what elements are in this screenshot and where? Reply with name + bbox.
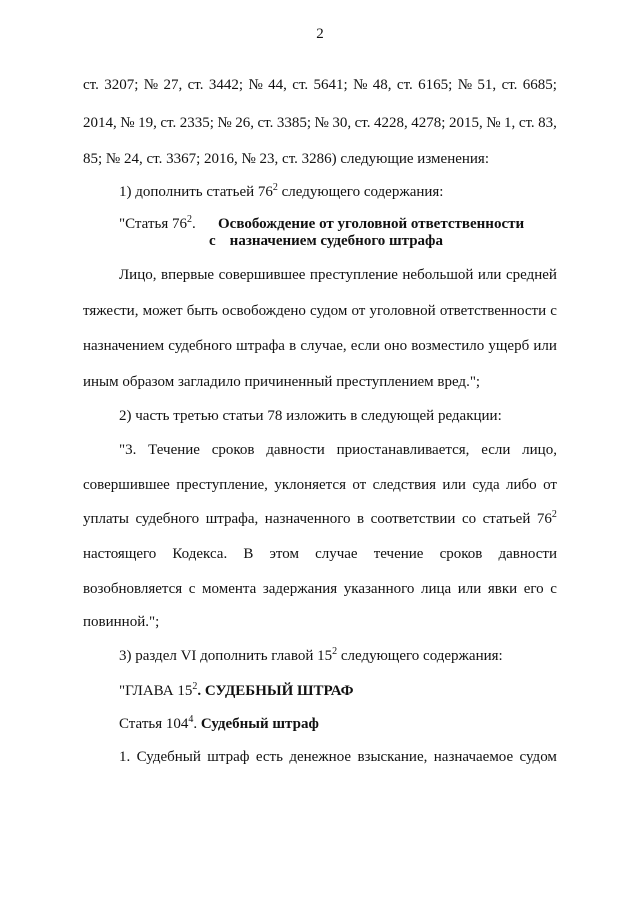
article-76-2-title-line-1: Освобождение от уголовной ответственности	[218, 216, 525, 232]
article-76-2-title-line-2	[209, 233, 443, 250]
word: может	[142, 303, 183, 319]
word: сроков	[439, 546, 483, 562]
word: №	[248, 77, 263, 93]
word: уголовной	[369, 303, 436, 319]
item-3	[119, 648, 503, 665]
word: этом	[269, 546, 299, 562]
text-line-3: 85; № 24, ст. 3367; 2016, № 23, ст. 3286) следующие изменения:	[83, 151, 489, 167]
article-104-label: Статья 104	[119, 716, 189, 732]
word: уклоняется	[274, 477, 346, 493]
word: или	[442, 477, 466, 493]
word: ст.	[518, 115, 535, 131]
item-3-text: 3) раздел VI дополнить главой 15	[119, 648, 333, 664]
word: 51,	[477, 77, 497, 93]
article-104-sup: 4	[188, 714, 194, 725]
item-1-text: 1) дополнить статьей 76	[119, 184, 273, 200]
item-1-text-end: следующего содержания:	[277, 184, 444, 200]
word: в	[357, 511, 365, 527]
word: давности	[498, 546, 557, 562]
word: оно	[384, 338, 408, 354]
word: совершившее	[83, 477, 170, 493]
word: соответствии	[370, 511, 456, 527]
word: №	[120, 115, 135, 131]
item-1	[119, 184, 443, 201]
word: настоящего	[83, 546, 157, 562]
word: случае	[315, 546, 358, 562]
word: 83,	[538, 115, 557, 131]
word: преступление	[309, 267, 398, 283]
text-line-1	[83, 77, 557, 94]
word: течение	[373, 546, 424, 562]
word: судебного	[168, 338, 232, 354]
article-body-line-4: иным образом загладило причиненный преступлением вред.";	[83, 374, 481, 390]
word: 2015,	[448, 115, 483, 131]
word: 3442;	[208, 77, 244, 93]
word: момента	[202, 581, 257, 597]
word: 4278;	[411, 115, 446, 131]
word: или	[457, 581, 482, 597]
chapter-heading-sup: 2	[192, 681, 198, 692]
title-line-2-b: назначением судебного штрафа	[229, 233, 443, 249]
quote-line-3	[83, 511, 557, 528]
word: взыскание,	[357, 749, 428, 765]
word: Течение	[148, 442, 200, 458]
word: судом	[519, 749, 557, 765]
word: с	[550, 581, 557, 597]
word: №	[353, 77, 368, 93]
word: ст.	[292, 77, 309, 93]
word: с	[188, 581, 196, 597]
word: статьей	[482, 511, 531, 527]
word: 44,	[268, 77, 287, 93]
word: 1.	[119, 749, 131, 765]
word: №	[486, 115, 501, 131]
word: ст.	[354, 115, 371, 131]
word: 5641;	[313, 77, 348, 93]
item-3-sup: 2	[332, 646, 338, 657]
word: №	[143, 77, 159, 93]
word: преступление,	[176, 477, 268, 493]
word: 27,	[163, 77, 183, 93]
word: его	[523, 581, 544, 597]
article-76-2-label	[119, 216, 196, 233]
word: денежное	[289, 749, 352, 765]
article-label-dot: .	[191, 216, 196, 232]
word: либо	[506, 477, 537, 493]
word: или	[533, 338, 557, 354]
word: с	[550, 303, 557, 319]
word: судебного	[135, 511, 200, 527]
word: задержания	[262, 581, 338, 597]
word: №	[314, 115, 329, 131]
word: 1,	[504, 115, 516, 131]
word: лица	[420, 581, 452, 597]
item-1-sup: 2	[272, 182, 278, 193]
word: 2335;	[179, 115, 214, 131]
item-3-text-end: следующего содержания:	[337, 648, 503, 664]
word: ст.	[501, 77, 518, 93]
word: ст.	[187, 77, 204, 93]
word: №	[217, 115, 232, 131]
word: "3.	[119, 442, 137, 458]
word: возобновляется	[83, 581, 183, 597]
word-with-sup	[537, 511, 557, 528]
word: или	[477, 267, 502, 283]
article-label-text: "Статья 76	[119, 216, 187, 232]
word: ст.	[257, 115, 274, 131]
word: 2014,	[83, 115, 117, 131]
word: освобождено	[221, 303, 306, 319]
word: 3207;	[104, 77, 139, 93]
quote-line-5	[83, 581, 557, 598]
word: если	[481, 442, 511, 458]
word: совершившее	[218, 267, 306, 283]
superscript: 2	[551, 509, 557, 520]
chapter-heading-text: "ГЛАВА 15	[119, 683, 193, 699]
chapter-heading	[119, 683, 354, 700]
item-2: 2) часть третью статьи 78 изложить в следующей редакции:	[119, 408, 502, 424]
quote-line-1	[119, 442, 557, 459]
article-104-dot: .	[193, 716, 198, 732]
word: Лицо,	[119, 267, 157, 283]
word: ст.	[396, 77, 413, 93]
word: быть	[186, 303, 218, 319]
word: в	[289, 338, 297, 354]
word: небольшой	[402, 267, 474, 283]
article-body-line-3	[83, 338, 557, 355]
word: сроков	[211, 442, 255, 458]
word: 26,	[235, 115, 254, 131]
word: 3385;	[276, 115, 312, 131]
word: 30,	[332, 115, 352, 131]
word: есть	[255, 749, 283, 765]
page-number: 2	[316, 26, 324, 42]
word: со	[461, 511, 477, 527]
word: если	[350, 338, 380, 354]
word: В	[243, 546, 254, 562]
chapter-heading-title: . СУДЕБНЫЙ ШТРАФ	[197, 683, 354, 699]
word: случае,	[300, 338, 347, 354]
word: Кодекса.	[172, 546, 228, 562]
article-label-sup: 2	[186, 214, 192, 225]
word: суда	[472, 477, 500, 493]
word: Судебный	[136, 749, 201, 765]
word: ст.	[160, 115, 177, 131]
quote-line-4	[83, 546, 557, 563]
quote-line-2	[83, 477, 557, 494]
word: ст.	[83, 77, 99, 93]
word: 6165;	[418, 77, 453, 93]
word: от	[543, 477, 557, 493]
word: штрафа	[236, 338, 285, 354]
word: явки	[487, 581, 518, 597]
article-body-line-2	[83, 303, 557, 320]
text-line-2	[83, 115, 557, 132]
title-line-2-a: с	[209, 233, 216, 249]
word: возместило	[411, 338, 485, 354]
word: судом	[310, 303, 348, 319]
word: 4228,	[374, 115, 408, 131]
word: от	[352, 477, 367, 493]
word: №	[457, 77, 473, 93]
article-body-line-1	[119, 267, 557, 284]
word: штраф	[207, 749, 250, 765]
word: назначением	[83, 338, 165, 354]
word: штрафа,	[205, 511, 259, 527]
word: впервые	[160, 267, 215, 283]
word: 48,	[372, 77, 392, 93]
word: приостанавливается,	[336, 442, 470, 458]
article-104-body-line-1	[119, 749, 557, 766]
word: тяжести,	[83, 303, 139, 319]
word: ответственности	[439, 303, 547, 319]
word: лицо,	[522, 442, 557, 458]
word: от	[351, 303, 366, 319]
word: следствия	[372, 477, 437, 493]
article-104-title: Судебный штраф	[197, 716, 319, 732]
word: 6685;	[522, 77, 557, 93]
word: 19,	[138, 115, 157, 131]
word: средней	[505, 267, 557, 283]
word: указанного	[343, 581, 415, 597]
word: назначенного	[264, 511, 351, 527]
article-104-4-heading	[119, 716, 319, 733]
word: назначаемое	[433, 749, 514, 765]
word: 76	[536, 511, 552, 527]
quote-line-6: повинной.";	[83, 614, 160, 630]
word: ущерб	[488, 338, 530, 354]
word: давности	[266, 442, 325, 458]
word: уплаты	[83, 511, 129, 527]
